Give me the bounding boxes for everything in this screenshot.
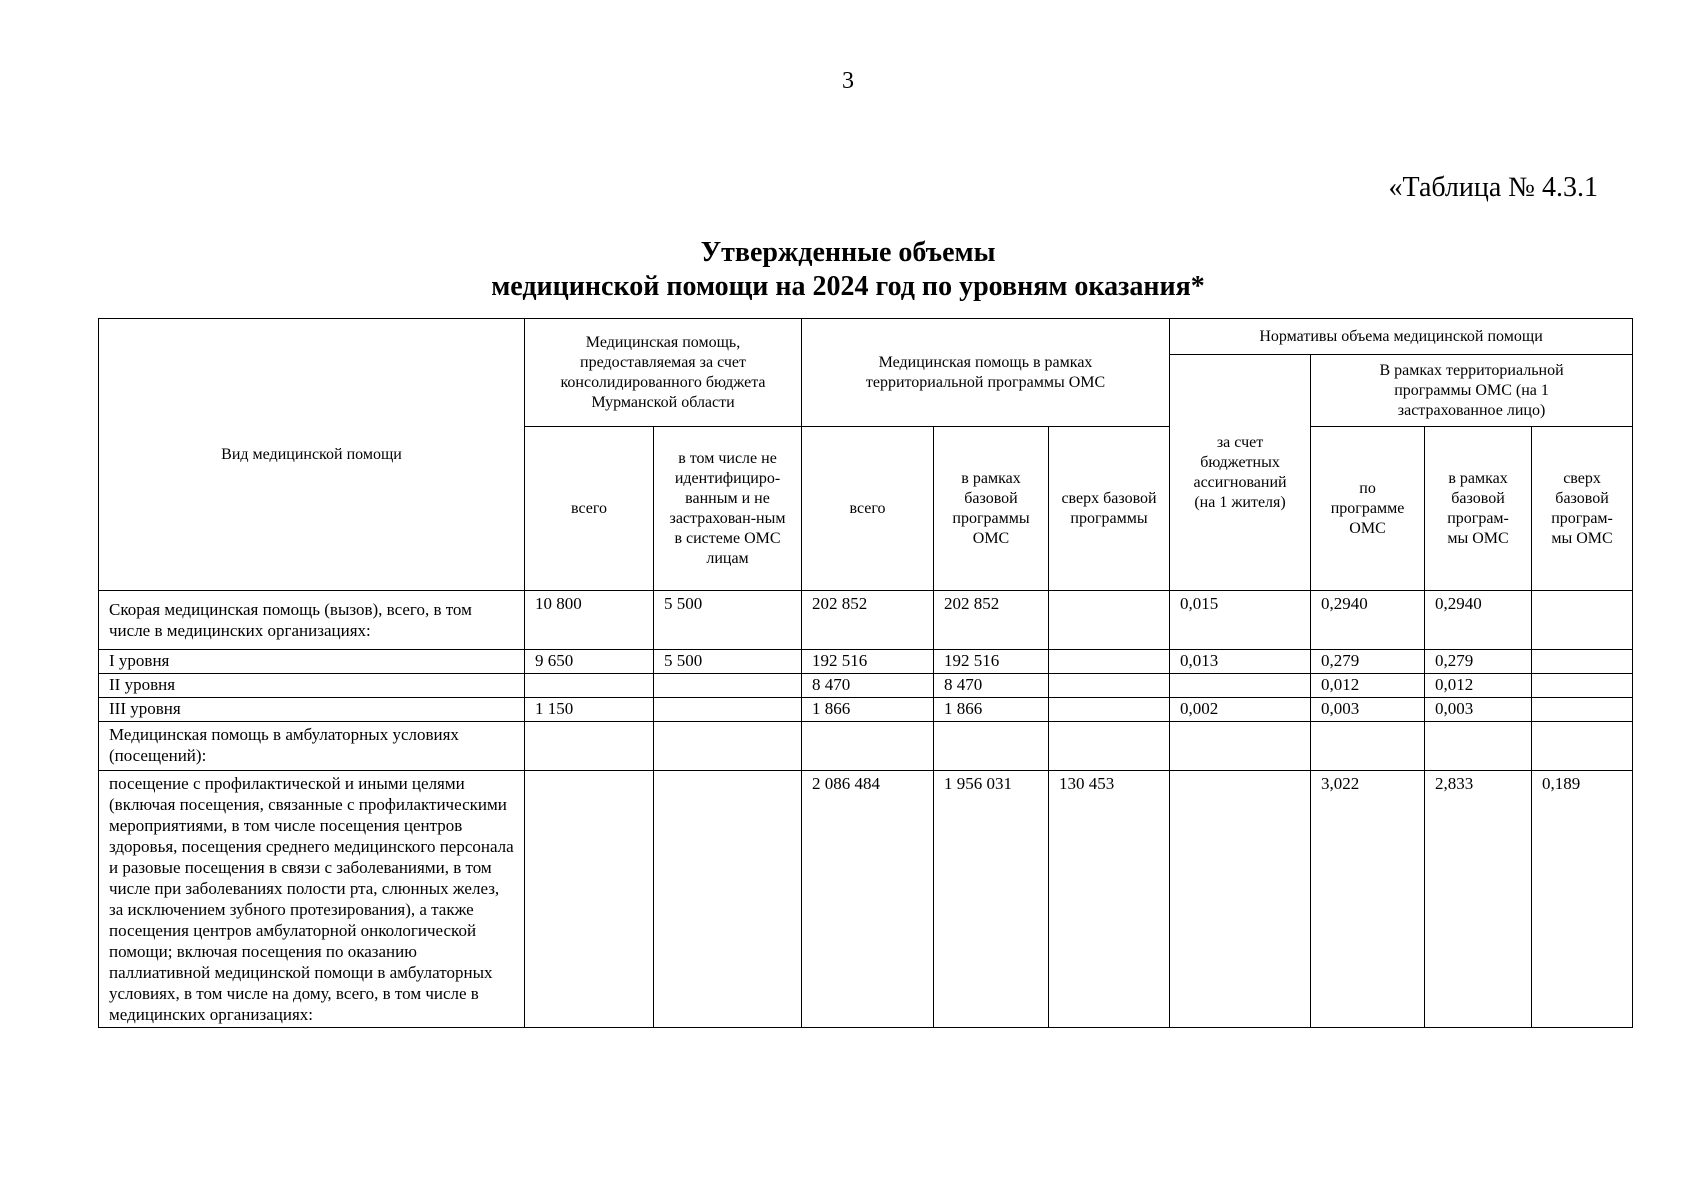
header-normativ-group: Нормативы объема медицинской помощи — [1170, 319, 1633, 355]
header-oms-above: сверх базовой программы — [1049, 427, 1170, 591]
table-row — [99, 674, 1633, 698]
cell — [934, 722, 1049, 771]
row-name: II уровня — [99, 674, 525, 698]
cell — [1532, 591, 1633, 650]
row-name: III уровня — [99, 698, 525, 722]
page-title — [0, 236, 1696, 304]
cell: 192 516 — [934, 650, 1049, 674]
cell: 0,279 — [1425, 650, 1532, 674]
cell: 192 516 — [802, 650, 934, 674]
volumes-table — [98, 318, 1633, 1028]
table-row — [99, 771, 1633, 1028]
cell: 130 453 — [1049, 771, 1170, 1028]
cell — [1170, 674, 1311, 698]
cell: 8 470 — [934, 674, 1049, 698]
cell: 9 650 — [525, 650, 654, 674]
page-number: 3 — [842, 68, 854, 94]
cell: 5 500 — [654, 650, 802, 674]
header-norm-oms-base: в рамках базовой програм-мы ОМС — [1425, 427, 1532, 591]
cell: 1 866 — [802, 698, 934, 722]
header-oms-total: всего — [802, 427, 934, 591]
cell: 1 150 — [525, 698, 654, 722]
cell: 202 852 — [934, 591, 1049, 650]
header-norm-budget: за счет бюджетных ассигнований (на 1 жителя) — [1170, 355, 1311, 591]
cell — [654, 674, 802, 698]
cell: 202 852 — [802, 591, 934, 650]
header-budget-total: всего — [525, 427, 654, 591]
cell — [802, 722, 934, 771]
header-norm-oms-prog: по программе ОМС — [1311, 427, 1425, 591]
cell: 0,015 — [1170, 591, 1311, 650]
table-row — [99, 591, 1633, 650]
cell — [1532, 722, 1633, 771]
table-label: «Таблица № 4.3.1 — [1388, 172, 1598, 203]
table-row — [99, 650, 1633, 674]
header-budget-unidentified: в том числе не идентифициро-ванным и не застрахован-ным в системе ОМС лицам — [654, 427, 802, 591]
title-line-1: Утвержденные объемы — [700, 237, 996, 268]
cell — [1170, 771, 1311, 1028]
header-oms-base: в рамках базовой программы ОМС — [934, 427, 1049, 591]
cell: 0,2940 — [1425, 591, 1532, 650]
row-name: Скорая медицинская помощь (вызов), всего, в том числе в медицинских организациях: — [99, 591, 525, 650]
cell: 1 956 031 — [934, 771, 1049, 1028]
cell: 5 500 — [654, 591, 802, 650]
cell: 0,002 — [1170, 698, 1311, 722]
cell — [525, 674, 654, 698]
cell: 8 470 — [802, 674, 934, 698]
cell — [654, 698, 802, 722]
cell: 10 800 — [525, 591, 654, 650]
header-norm-oms-group: В рамках территориальной программы ОМС (на 1 застрахованное лицо) — [1311, 355, 1633, 427]
cell: 2,833 — [1425, 771, 1532, 1028]
cell — [525, 771, 654, 1028]
cell: 3,022 — [1311, 771, 1425, 1028]
cell — [654, 771, 802, 1028]
table-row — [99, 698, 1633, 722]
row-name: Медицинская помощь в амбулаторных условиях (посещений): — [99, 722, 525, 771]
cell — [525, 722, 654, 771]
cell: 0,013 — [1170, 650, 1311, 674]
cell: 0,2940 — [1311, 591, 1425, 650]
cell: 0,279 — [1311, 650, 1425, 674]
cell — [1532, 650, 1633, 674]
cell: 1 866 — [934, 698, 1049, 722]
cell: 0,003 — [1425, 698, 1532, 722]
header-vid: Вид медицинской помощи — [99, 319, 525, 591]
title-line-2: медицинской помощи на 2024 год по уровням оказания* — [491, 271, 1205, 302]
header-oms-group: Медицинская помощь в рамках территориальной программы ОМС — [802, 319, 1170, 427]
row-name: посещение с профилактической и иными целями (включая посещения, связанные с профилактическими мероприятиями, в том числе посещения центров здоровья, посещения среднего медицинского персонала и разовые посещения в связи с заболеваниями, в том числе при заболеваниях полости рта, слюнных желез, за исключением зубного протезирования), а также посещения центров амбулаторной онкологической помощи; включая посещения по оказанию паллиативной медицинской помощи в амбулаторных условиях, в том числе на дому, всего, в том числе в медицинских организациях: — [99, 771, 525, 1028]
header-norm-oms-above: сверх базовой програм-мы ОМС — [1532, 427, 1633, 591]
cell: 2 086 484 — [802, 771, 934, 1028]
cell — [1049, 698, 1170, 722]
header-budget-group: Медицинская помощь, предоставляемая за счет консолидированного бюджета Мурманской области — [525, 319, 802, 427]
cell: 0,012 — [1311, 674, 1425, 698]
cell: 0,012 — [1425, 674, 1532, 698]
cell — [1311, 722, 1425, 771]
cell — [1532, 698, 1633, 722]
cell: 0,189 — [1532, 771, 1633, 1028]
cell — [1425, 722, 1532, 771]
cell — [1170, 722, 1311, 771]
cell — [1049, 722, 1170, 771]
row-name: I уровня — [99, 650, 525, 674]
cell — [1532, 674, 1633, 698]
cell — [1049, 674, 1170, 698]
cell: 0,003 — [1311, 698, 1425, 722]
cell — [1049, 650, 1170, 674]
cell — [654, 722, 802, 771]
cell — [1049, 591, 1170, 650]
table-row — [99, 722, 1633, 771]
